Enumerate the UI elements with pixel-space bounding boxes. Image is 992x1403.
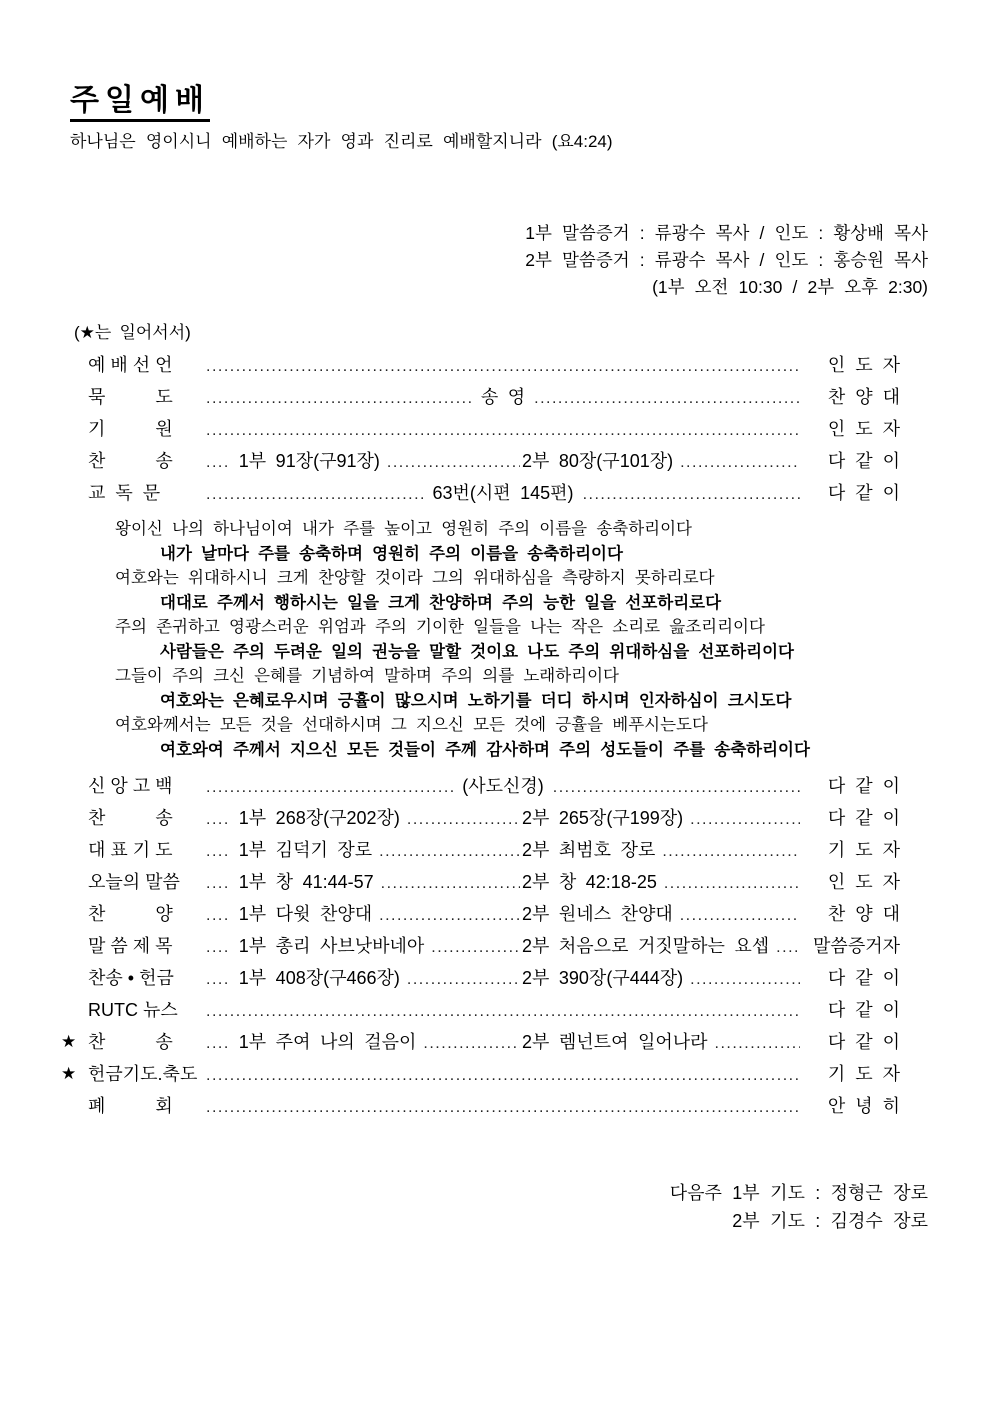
program-item-part1: 1부 91장(구91장) xyxy=(238,451,380,471)
program-row xyxy=(61,1027,900,1059)
program-item-label: 찬 송 xyxy=(88,451,173,471)
program-item-label: 대 표 기 도 xyxy=(88,840,173,860)
program-item-center: 63번(시편 145편) xyxy=(432,483,574,503)
reading-line: 왕이신 나의 하나님이여 내가 주를 높이고 영원히 주의 이름을 송축하리이다 xyxy=(115,520,692,538)
reading-line: 여호와여 주께서 지으신 모든 것들이 주께 감사하며 주의 성도들이 주를 송축하리이다 xyxy=(160,740,810,759)
program-item-part1-segment xyxy=(206,867,520,899)
dotted-leader xyxy=(381,867,520,899)
program-item-label: 찬 송 xyxy=(88,808,173,828)
reading-line: 주의 존귀하고 영광스러운 위엄과 주의 기이한 일들을 나는 작은 소리로 읊조리리이다 xyxy=(115,618,765,636)
program-item-assignee: 다 같 이 xyxy=(827,968,900,988)
program-item-part1-segment xyxy=(206,1027,520,1059)
program-item-part2: 2부 처음으로 거짓말하는 요셉 xyxy=(522,936,770,956)
dotted-leader xyxy=(206,771,453,803)
program-item-lead-dots: .... xyxy=(206,454,230,471)
dotted-leader xyxy=(387,446,520,478)
dotted-leader xyxy=(379,899,520,931)
reading-line: 여호와는 위대하시니 크게 찬양할 것이라 그의 위대하심을 측량하지 못하리로다 xyxy=(115,569,715,587)
program-item-part1-segment xyxy=(206,803,520,835)
dotted-leader xyxy=(690,963,800,995)
program-item-assignee: 다 같 이 xyxy=(827,808,900,828)
program-item-label: 기 원 xyxy=(88,419,173,439)
program-item-lead-dots: .... xyxy=(206,939,230,956)
program-item-part1: 1부 주여 나의 걸음이 xyxy=(238,1032,417,1052)
next-week-prayer xyxy=(0,1179,992,1235)
program-item-label: 교 독 문 xyxy=(88,483,161,503)
dotted-leader xyxy=(583,478,800,510)
program-item-assignee: 인 도 자 xyxy=(827,872,900,892)
program-row xyxy=(88,382,900,414)
dotted-leader xyxy=(206,1091,800,1123)
program-item-assignee: 인 도 자 xyxy=(827,419,900,439)
program-row xyxy=(88,350,900,382)
program-item-label: RUTC 뉴스 xyxy=(88,1000,178,1020)
program-item-label: 묵 도 xyxy=(88,387,173,407)
program-item-part1-segment xyxy=(206,835,520,867)
program-item-lead-dots: .... xyxy=(206,875,230,892)
program-item-label: 폐 회 xyxy=(88,1096,173,1116)
program-item-assignee: 기 도 자 xyxy=(827,1064,900,1084)
program-item-assignee: 다 같 이 xyxy=(827,451,900,471)
dotted-leader xyxy=(534,382,800,414)
program-row xyxy=(88,771,900,803)
program-item-part1: 1부 268장(구202장) xyxy=(238,808,400,828)
program-item-assignee: 찬 양 대 xyxy=(827,904,900,924)
page-title: 주일예배 xyxy=(70,84,210,122)
service-times: (1부 오전 10:30 / 2부 오후 2:30) xyxy=(652,277,928,297)
program-row xyxy=(88,867,900,899)
program-item-lead-dots: .... xyxy=(206,811,230,828)
dotted-leader xyxy=(553,771,800,803)
program-item-lead-dots: .... xyxy=(206,971,230,988)
dotted-leader xyxy=(206,1059,800,1091)
dotted-leader xyxy=(715,1027,800,1059)
program-item-part1: 1부 408장(구466장) xyxy=(238,968,400,988)
program-item-part1-segment xyxy=(206,446,520,478)
order-of-worship xyxy=(0,350,992,1123)
program-item-label: 말 씀 제 목 xyxy=(88,936,173,956)
service-leaders-line2: 2부 말씀증거 : 류광수 목사 / 인도 : 홍승원 목사 xyxy=(525,250,928,270)
program-item-lead-dots: .... xyxy=(206,1035,230,1052)
dotted-leader xyxy=(379,835,520,867)
program-item-assignee: 인 도 자 xyxy=(827,355,900,375)
program-item-label: 예 배 선 언 xyxy=(88,355,173,375)
dotted-leader xyxy=(431,931,520,963)
scripture-verse: 하나님은 영이시니 예배하는 자가 영과 진리로 예배할지니라 (요4:24) xyxy=(70,132,613,151)
program-item-part2: 2부 390장(구444장) xyxy=(522,968,684,988)
reading-line: 대대로 주께서 행하시는 일을 크게 찬양하며 주의 능한 일을 선포하리로다 xyxy=(160,593,722,612)
reading-line: 사람들은 주의 두려운 일의 권능을 말할 것이요 나도 주의 위대하심을 선포하리이다 xyxy=(160,642,794,661)
dotted-leader xyxy=(664,867,800,899)
dotted-leader xyxy=(680,899,800,931)
reading-line: 그들이 주의 크신 은혜를 기념하여 말하며 주의 의를 노래하리이다 xyxy=(115,667,619,685)
program-item-assignee: 다 같 이 xyxy=(827,1032,900,1052)
program-item-part1: 1부 김덕기 장로 xyxy=(238,840,373,860)
program-item-part1: 1부 창 41:44-57 xyxy=(238,872,374,892)
dotted-leader xyxy=(776,931,800,963)
dotted-leader xyxy=(423,1027,520,1059)
program-row xyxy=(88,446,900,478)
program-item-assignee: 다 같 이 xyxy=(827,483,901,503)
dotted-leader xyxy=(206,478,423,510)
dotted-leader xyxy=(206,382,472,414)
program-item-part2: 2부 창 42:18-25 xyxy=(522,872,657,892)
program-row xyxy=(88,963,900,995)
program-row xyxy=(88,803,900,835)
program-item-part1-segment xyxy=(206,963,520,995)
program-item-assignee: 말씀증거자 xyxy=(813,936,900,956)
program-row xyxy=(61,1059,900,1091)
program-item-assignee: 다 같 이 xyxy=(827,776,901,796)
program-item-part1: 1부 총리 사브낫바네아 xyxy=(238,936,425,956)
next-week-prayer-line2: 2부 기도 : 김경수 장로 xyxy=(732,1211,928,1231)
program-item-lead-dots: .... xyxy=(206,907,230,924)
program-item-part1: 1부 다윗 찬양대 xyxy=(238,904,373,924)
service-leaders xyxy=(0,220,992,301)
program-item-part1-segment xyxy=(206,931,520,963)
program-item-assignee: 기 도 자 xyxy=(827,840,900,860)
reading-line: 여호와께서는 모든 것을 선대하시며 그 지으신 모든 것에 긍휼을 베푸시는도다 xyxy=(115,716,708,734)
program-row xyxy=(88,899,900,931)
next-week-prayer-line1: 다음주 1부 기도 : 정형근 장로 xyxy=(669,1183,928,1203)
responsive-reading xyxy=(88,510,900,771)
title-wrap xyxy=(70,84,992,122)
program-item-label: 오늘의 말씀 xyxy=(88,872,180,892)
dotted-leader xyxy=(662,835,800,867)
standing-star-icon: ★ xyxy=(61,1032,77,1051)
program-item-assignee: 안 녕 히 xyxy=(827,1096,900,1116)
program-item-part2: 2부 최범호 장로 xyxy=(522,840,656,860)
program-row xyxy=(88,1091,900,1123)
dotted-leader xyxy=(206,350,800,382)
program-item-assignee: 다 같 이 xyxy=(827,1000,900,1020)
service-leaders-line1: 1부 말씀증거 : 류광수 목사 / 인도 : 황상배 목사 xyxy=(525,223,928,243)
program-row xyxy=(88,995,900,1027)
dotted-leader xyxy=(407,963,520,995)
program-item-label: 신 앙 고 백 xyxy=(88,776,173,796)
dotted-leader xyxy=(680,446,800,478)
program-item-part2: 2부 원네스 찬양대 xyxy=(522,904,673,924)
dotted-leader xyxy=(206,995,800,1027)
program-row xyxy=(88,835,900,867)
program-item-label: 찬 양 xyxy=(88,904,173,924)
program-item-part2: 2부 265장(구199장) xyxy=(522,808,684,828)
dotted-leader xyxy=(407,803,520,835)
program-row xyxy=(88,478,900,510)
program-item-part2: 2부 80장(구101장) xyxy=(522,451,674,471)
reading-line: 내가 날마다 주를 송축하며 영원히 주의 이름을 송축하리이다 xyxy=(160,544,623,563)
program-item-center: 송 영 xyxy=(480,387,526,407)
program-item-part2: 2부 렘넌트여 일어나라 xyxy=(522,1032,708,1052)
program-item-label: 헌금기도.축도 xyxy=(88,1064,198,1084)
program-item-lead-dots: .... xyxy=(206,843,230,860)
reading-line: 여호와는 은혜로우시며 긍휼이 많으시며 노하기를 더디 하시며 인자하심이 크시도다 xyxy=(160,691,792,710)
program-item-label: 찬 송 xyxy=(88,1032,173,1052)
standing-note: (★는 일어서서) xyxy=(74,323,191,342)
program-row xyxy=(88,931,900,963)
program-item-center: (사도신경) xyxy=(462,776,544,796)
program-item-assignee: 찬 양 대 xyxy=(827,387,900,407)
program-item-part1-segment xyxy=(206,899,520,931)
dotted-leader xyxy=(206,414,800,446)
dotted-leader xyxy=(690,803,800,835)
standing-star-icon: ★ xyxy=(61,1064,77,1083)
program-item-label: 찬송 • 헌금 xyxy=(88,968,174,988)
program-row xyxy=(88,414,900,446)
